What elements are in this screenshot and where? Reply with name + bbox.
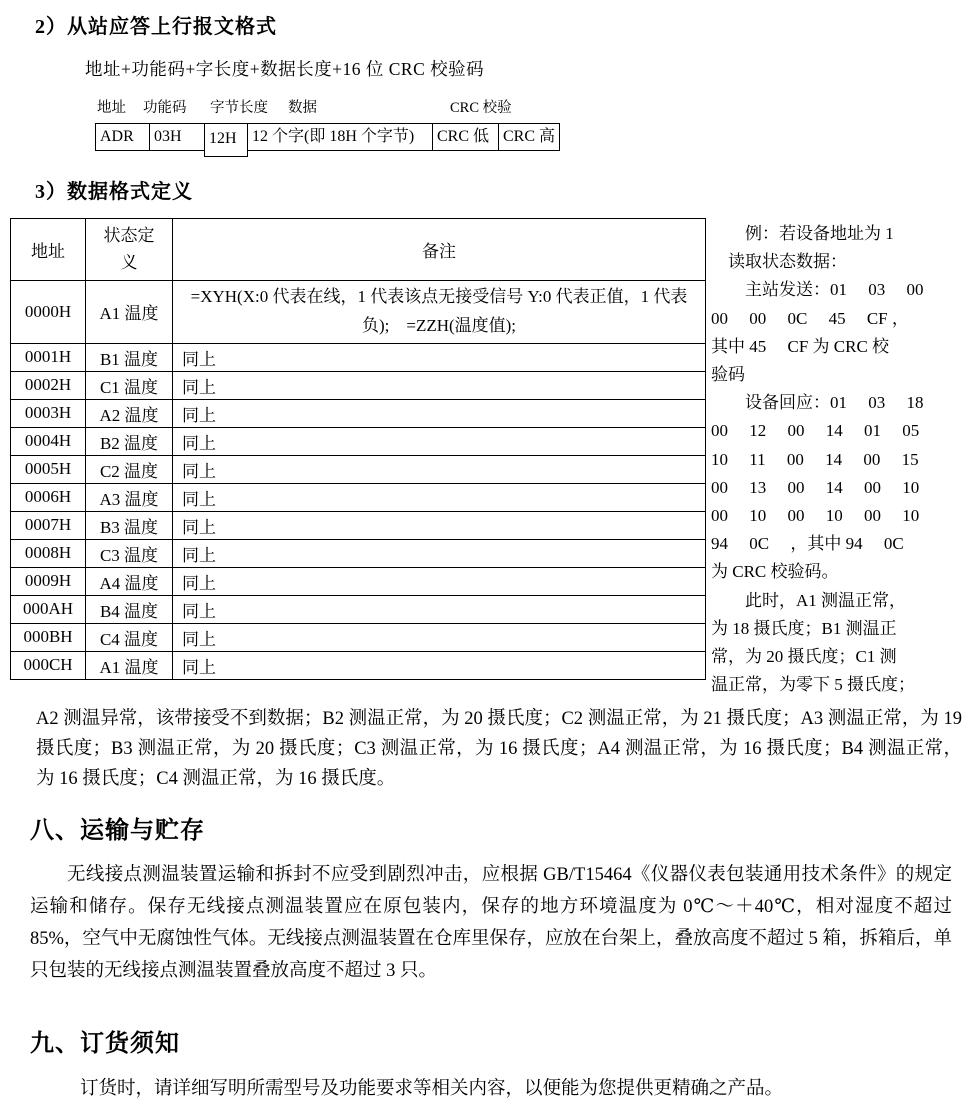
cell-address: 0007H bbox=[11, 511, 86, 539]
cell-state: B3 温度 bbox=[86, 511, 173, 539]
frame-field-label: 字节长度 bbox=[210, 100, 268, 116]
cell-remark: 同上 bbox=[173, 483, 706, 511]
table-row bbox=[11, 539, 706, 567]
example-note-line: 00 13 00 14 00 10 bbox=[711, 477, 920, 497]
table-row bbox=[11, 595, 706, 623]
cell-address: 0006H bbox=[11, 483, 86, 511]
table-row bbox=[11, 399, 706, 427]
frame-cell-crc-high: CRC 高 bbox=[498, 123, 560, 151]
table-row bbox=[11, 623, 706, 651]
cell-remark: 同上 bbox=[173, 623, 706, 651]
cell-remark: 同上 bbox=[173, 427, 706, 455]
cell-state: C2 温度 bbox=[86, 455, 173, 483]
cell-state: B1 温度 bbox=[86, 343, 173, 371]
cell-state: C3 温度 bbox=[86, 539, 173, 567]
table-row bbox=[11, 427, 706, 455]
table-header-row bbox=[11, 219, 706, 281]
cell-remark: 同上 bbox=[173, 651, 706, 679]
example-note bbox=[711, 220, 968, 699]
data-format-content-row bbox=[10, 218, 968, 699]
cell-address: 0003H bbox=[11, 399, 86, 427]
table-row bbox=[11, 511, 706, 539]
section9-paragraph: 订货时，请详细写明所需型号及功能要求等相关内容，以便能为您提供更精确之产品。 bbox=[80, 1079, 784, 1100]
cell-address: 0005H bbox=[11, 455, 86, 483]
frame-field-label: CRC 校验 bbox=[450, 100, 512, 116]
frame-field-label: 地址 bbox=[97, 100, 126, 116]
example-note-line: 温正常，为零下 5 摄氏度； bbox=[711, 675, 915, 695]
example-note-line: 例：若设备地址为 1 bbox=[711, 224, 894, 243]
section8-paragraph: 无线接点测温装置运输和拆封不应受到剧烈冲击，应根据 GB/T15464《仪器仪表包装通用技术条件》的规定运输和储存。保存无线接点测温装置应在原包装内，保存的地方环境温度为 0℃～＋40℃，相对湿度不超过 85%，空气中无腐蚀性气体。无线接点测温装置在仓库里保存，应放在台架上，叠放高度不超过 5 箱，拆箱后，单只包装的无线接点测温装置叠放高度不超过 3 只。 bbox=[30, 865, 952, 982]
section8-heading: 八、运输与贮存 bbox=[30, 818, 205, 845]
example-note-line: 为 CRC 校验码。 bbox=[711, 562, 839, 582]
table-row bbox=[11, 455, 706, 483]
frame-cell-address: ADR bbox=[95, 123, 150, 151]
example-note-line: 00 00 0C 45 CF ， bbox=[711, 308, 909, 328]
example-note-line: 常，为 20 摄氏度；C1 测 bbox=[711, 647, 897, 667]
column-header-remark: 备注 bbox=[173, 219, 706, 281]
cell-address: 0000H bbox=[11, 281, 86, 344]
example-note-line: 10 11 00 14 00 15 bbox=[711, 449, 919, 469]
frame-cell-data: 12 个字(即 18H 个字节) bbox=[247, 123, 433, 151]
cell-state: A1 温度 bbox=[86, 651, 173, 679]
cell-state: C1 温度 bbox=[86, 371, 173, 399]
section9-heading: 九、订货须知 bbox=[30, 1031, 180, 1058]
example-note-line: 其中 45 CF 为 CRC 校 bbox=[711, 336, 890, 356]
cell-address: 0001H bbox=[11, 343, 86, 371]
cell-address: 000CH bbox=[11, 651, 86, 679]
cell-remark: 同上 bbox=[173, 399, 706, 427]
cell-address: 000AH bbox=[11, 595, 86, 623]
data-format-table-body bbox=[11, 281, 706, 680]
example-note-line: 读取状态数据： bbox=[711, 252, 847, 272]
cell-address: 0002H bbox=[11, 371, 86, 399]
column-header-state: 状态定义 bbox=[86, 219, 173, 281]
example-note-line: 为 18 摄氏度；B1 测温正 bbox=[711, 618, 897, 638]
cell-state: A1 温度 bbox=[86, 281, 173, 344]
cell-address: 0004H bbox=[11, 427, 86, 455]
frame-cell-function-code: 03H bbox=[149, 123, 205, 151]
cell-remark: 同上 bbox=[173, 511, 706, 539]
example-note-line: 此时，A1 测温正常， bbox=[711, 590, 907, 610]
cell-state: B2 温度 bbox=[86, 427, 173, 455]
data-format-table bbox=[10, 218, 706, 680]
table-row bbox=[11, 371, 706, 399]
cell-remark: 同上 bbox=[173, 343, 706, 371]
example-note-line: 94 0C ，其中 94 0C bbox=[711, 534, 904, 554]
example-note-line: 验码 bbox=[711, 365, 745, 385]
cell-remark: =XYH(X:0 代表在线，1 代表该点无接受信号 Y:0 代表正值，1 代表负); =ZZH(温度值); bbox=[173, 281, 706, 344]
frame-cell-crc-low: CRC 低 bbox=[432, 123, 499, 151]
table-row bbox=[11, 343, 706, 371]
cell-address: 0009H bbox=[11, 567, 86, 595]
frame-field-labels bbox=[95, 96, 968, 116]
cell-state: A4 温度 bbox=[86, 567, 173, 595]
cell-remark: 同上 bbox=[173, 567, 706, 595]
cell-remark: 同上 bbox=[173, 539, 706, 567]
table-row bbox=[11, 483, 706, 511]
data-format-table-header bbox=[11, 219, 706, 281]
message-format-line: 地址+功能码+字长度+数据长度+16 位 CRC 校验码 bbox=[85, 59, 485, 79]
section2-heading: 2）从站应答上行报文格式 bbox=[35, 16, 277, 38]
cell-address: 000BH bbox=[11, 623, 86, 651]
continuation-paragraph: A2 测温异常，该带接受不到数据；B2 测温正常，为 20 摄氏度；C2 测温正常，为 21 摄氏度；A3 测温正常，为 19 摄氏度；B3 测温正常，为 20 摄氏度；C3 测温正常，为 16 摄氏度；A4 测温正常，为 16 摄氏度；B4 测温正常，为 16 摄氏度；C4 测温正常，为 16 摄氏度。 bbox=[36, 709, 962, 790]
example-note-line: 设备回应：01 03 18 bbox=[711, 393, 924, 413]
section3-heading: 3）数据格式定义 bbox=[35, 181, 193, 203]
frame-cell-byte-length: 12H bbox=[204, 123, 248, 157]
cell-remark: 同上 bbox=[173, 371, 706, 399]
example-note-line: 主站发送：01 03 00 bbox=[711, 280, 924, 300]
cell-state: A3 温度 bbox=[86, 483, 173, 511]
cell-address: 0008H bbox=[11, 539, 86, 567]
cell-remark: 同上 bbox=[173, 595, 706, 623]
example-note-line: 00 10 00 10 00 10 bbox=[711, 506, 920, 526]
response-frame-table bbox=[95, 123, 968, 159]
cell-state: B4 温度 bbox=[86, 595, 173, 623]
frame-field-label: 数据 bbox=[288, 100, 317, 116]
cell-remark: 同上 bbox=[173, 455, 706, 483]
frame-field-label: 功能码 bbox=[143, 100, 187, 116]
cell-state: A2 温度 bbox=[86, 399, 173, 427]
example-note-line: 00 12 00 14 01 05 bbox=[711, 421, 920, 441]
table-row bbox=[11, 567, 706, 595]
cell-state: C4 温度 bbox=[86, 623, 173, 651]
column-header-address: 地址 bbox=[11, 219, 86, 281]
table-row bbox=[11, 281, 706, 344]
table-row bbox=[11, 651, 706, 679]
